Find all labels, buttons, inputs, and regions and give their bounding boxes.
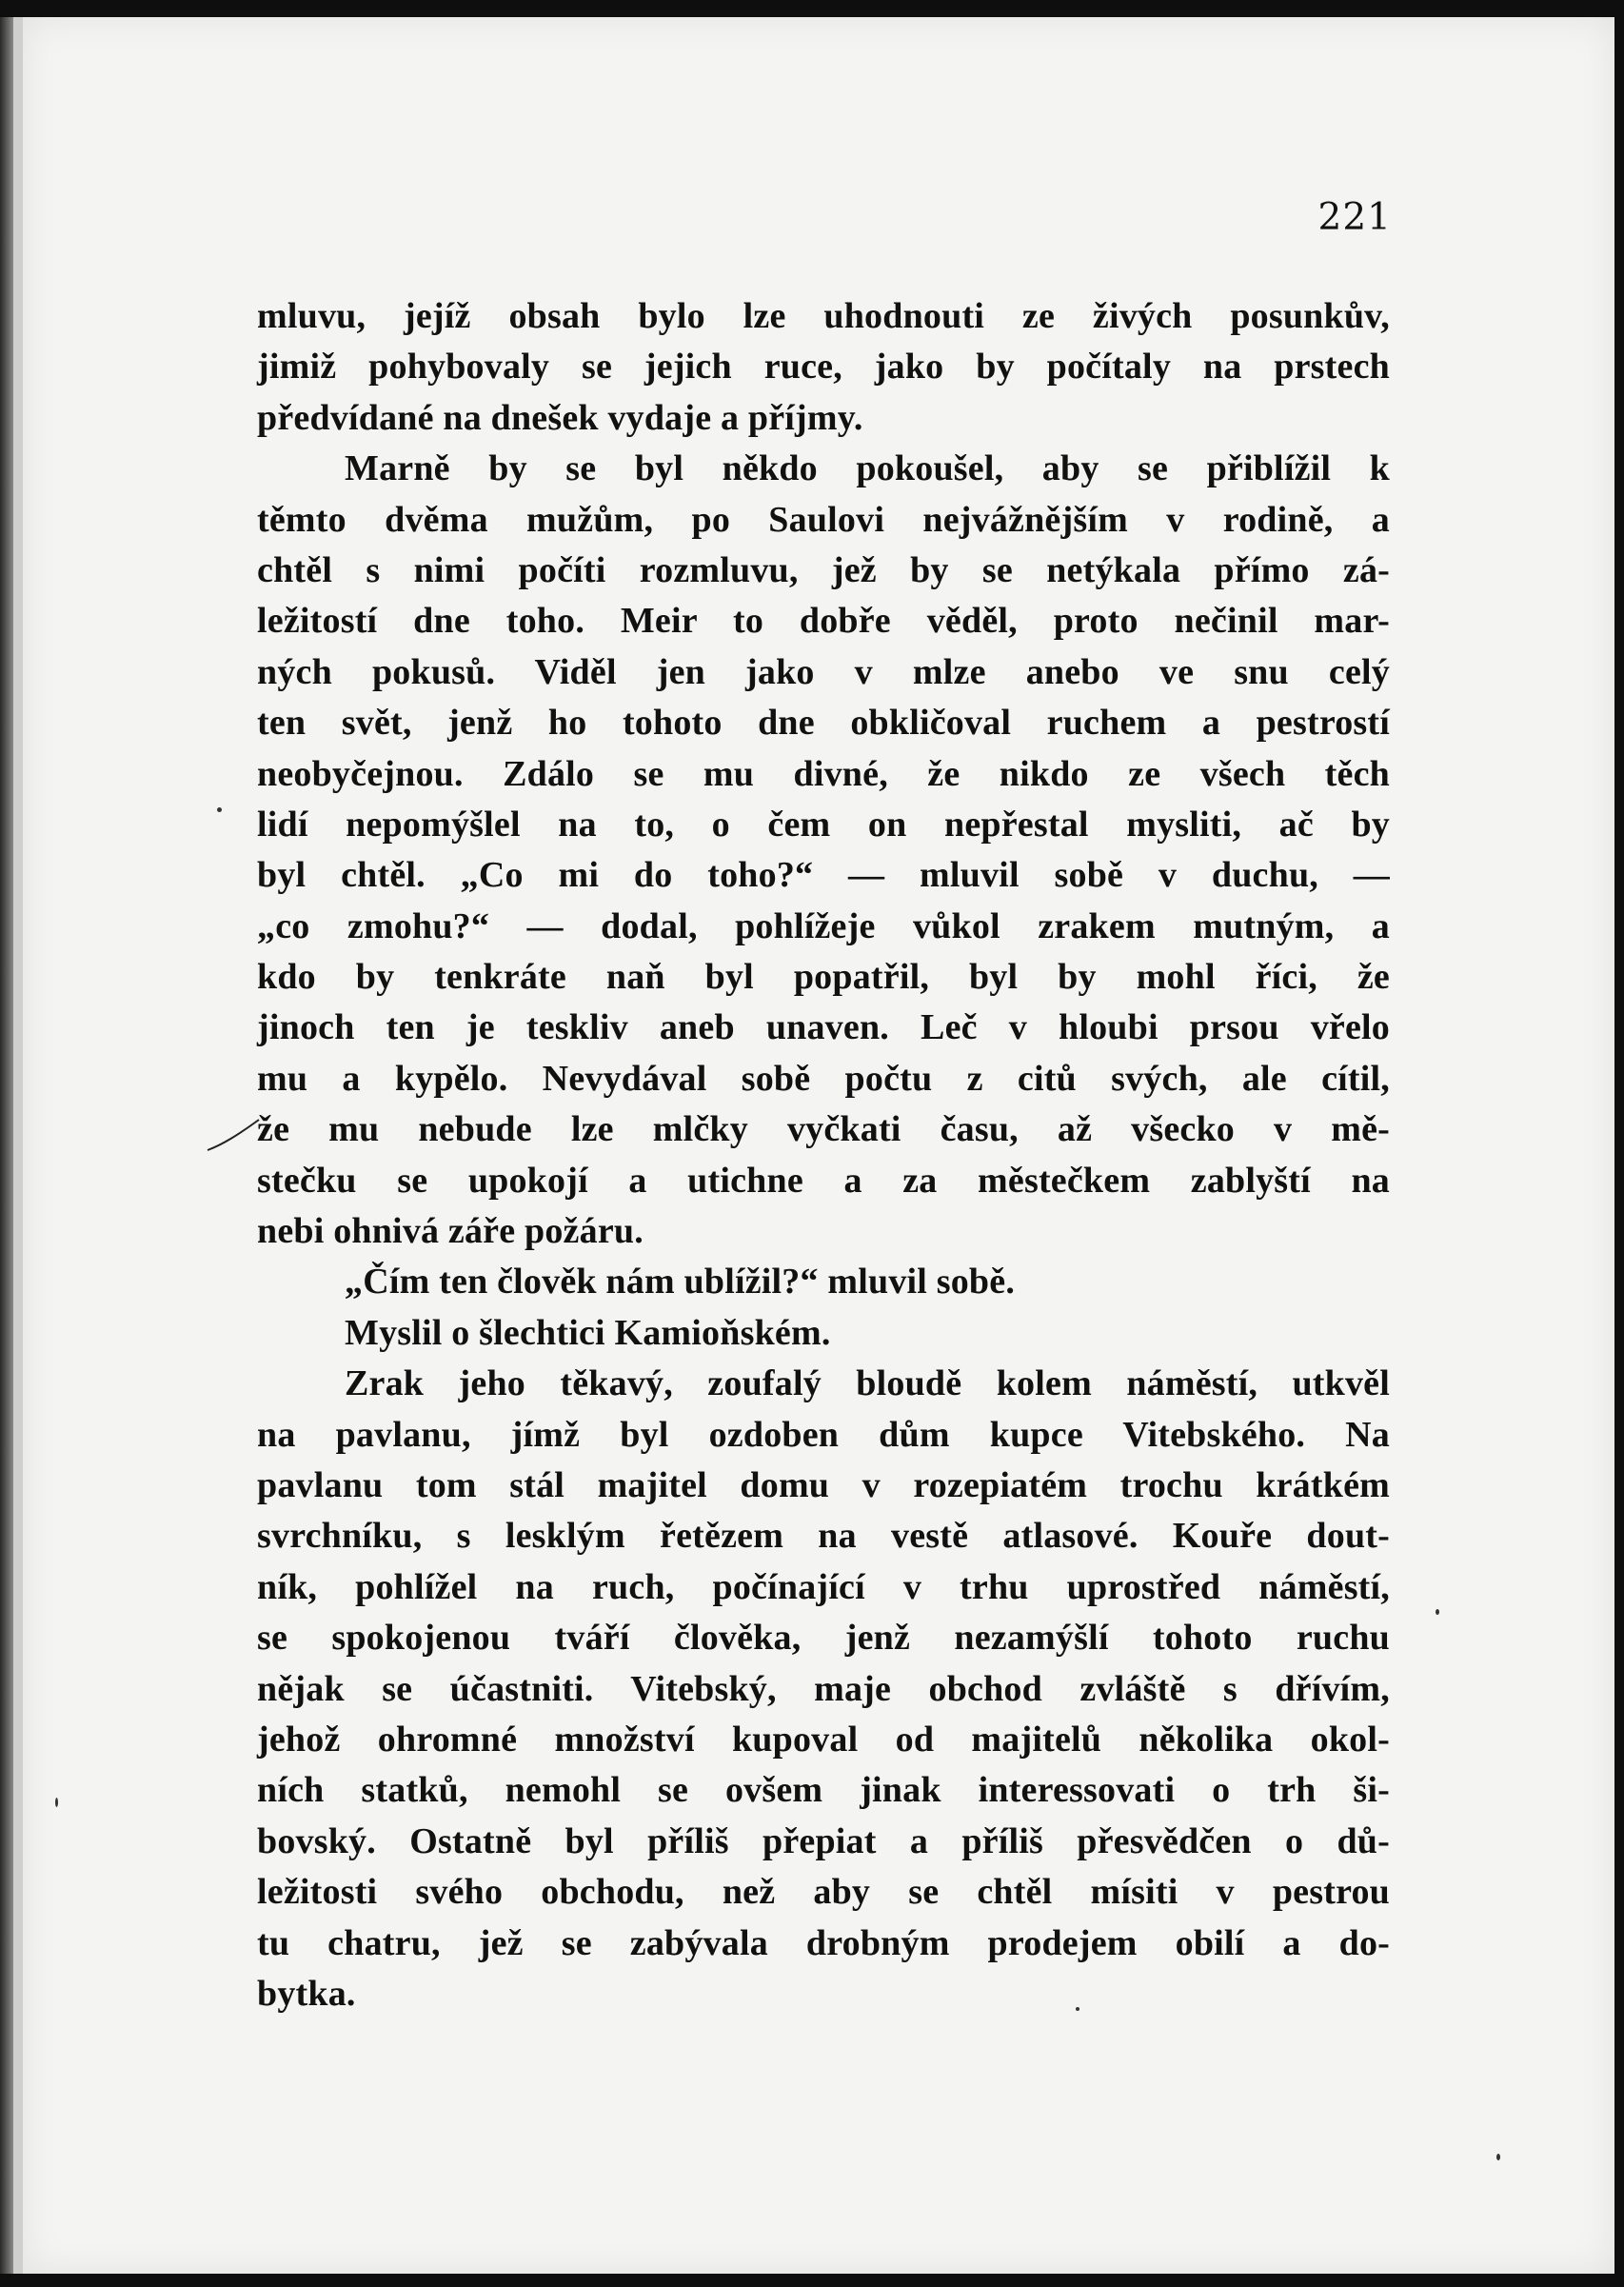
text-line: ten svět, jenž ho tohoto dne obkličoval ruchem a pestrostí bbox=[257, 703, 1390, 744]
text-line: ležitostí dne toho. Meir to dobře věděl, proto nečinil mar- bbox=[257, 601, 1390, 642]
text-line: kdo by tenkráte naň byl popatřil, byl by mohl říci, že bbox=[257, 957, 1390, 998]
text-line: mu a kypělo. Nevydával sobě počtu z citů svých, ale cítil, bbox=[257, 1058, 1390, 1099]
text-line: že mu nebude lze mlčky vyčkati času, až všecko v mě- bbox=[257, 1109, 1390, 1150]
text-line: pavlanu tom stál majitel domu v rozepiatém trochu krátkém bbox=[257, 1464, 1390, 1505]
text-line: Marně by se byl někdo pokoušel, aby se přiblížil k bbox=[345, 448, 1390, 489]
text-line: lidí nepomýšlel na to, o čem on nepřestal mysliti, ač by bbox=[257, 804, 1390, 845]
text-line: mluvu, jejíž obsah bylo lze uhodnouti ze živých posunkův, bbox=[257, 296, 1390, 336]
text-line: ních statků, nemohl se ovšem jinak interessovati o trh ši- bbox=[257, 1770, 1390, 1811]
text-line: jinoch ten je teskliv aneb unaven. Leč v hloubi prsou vřelo bbox=[257, 1007, 1390, 1048]
text-line: stečku se upokojí a utichne a za městečkem zablyští na bbox=[257, 1160, 1390, 1201]
paper-speck bbox=[1496, 2154, 1500, 2160]
paper-speck bbox=[1076, 2007, 1079, 2011]
text-line: se spokojenou tváří člověka, jenž nezamýšlí tohoto ruchu bbox=[257, 1618, 1390, 1659]
body-text bbox=[257, 291, 1390, 2019]
page-left-edge bbox=[0, 17, 13, 2274]
text-line: na pavlanu, jímž byl ozdoben dům kupce Vitebského. Na bbox=[257, 1414, 1390, 1455]
text-line: ležitosti svého obchodu, než aby se chtěl mísiti v pestrou bbox=[257, 1872, 1390, 1913]
text-line: Myslil o šlechtici Kamioňském. bbox=[345, 1312, 831, 1353]
text-line: tu chatru, jež se zabývala drobným prodejem obilí a do- bbox=[257, 1922, 1390, 1963]
page-number: 221 bbox=[1317, 196, 1392, 239]
text-line: bovský. Ostatně byl příliš přepiat a příliš přesvědčen o dů- bbox=[257, 1820, 1390, 1861]
text-line: ník, pohlížel na ruch, počínající v trhu uprostřed náměstí, bbox=[257, 1566, 1390, 1607]
text-line: nebi ohnivá záře požáru. bbox=[257, 1211, 644, 1252]
text-line: jehož ohromné množství kupoval od majitelů několika okol- bbox=[257, 1719, 1390, 1760]
text-line: chtěl s nimi počíti rozmluvu, jež by se netýkala přímo zá- bbox=[257, 549, 1390, 590]
text-line: „Čím ten člověk nám ublížil?“ mluvil sobě. bbox=[345, 1262, 1016, 1303]
paper-speck bbox=[1436, 1609, 1439, 1615]
text-line: Zrak jeho těkavý, zoufalý bloudě kolem náměstí, utkvěl bbox=[345, 1363, 1390, 1404]
text-line: byl chtěl. „Co mi do toho?“ — mluvil sobě v duchu, — bbox=[257, 855, 1390, 896]
paper-speck bbox=[217, 807, 222, 812]
text-line: nějak se účastniti. Vitebský, maje obchod zvláště s dřívím, bbox=[257, 1668, 1390, 1709]
text-line: bytka. bbox=[257, 1973, 356, 2014]
text-line: neobyčejnou. Zdálo se mu divné, že nikdo ze všech těch bbox=[257, 753, 1390, 794]
pencil-margin-mark bbox=[206, 1116, 263, 1154]
text-line: těmto dvěma mužům, po Saulovi nejvážnějším v rodině, a bbox=[257, 499, 1390, 540]
text-line: svrchníku, s lesklým řetězem na vestě atlasové. Kouře dout- bbox=[257, 1516, 1390, 1557]
paper-speck bbox=[55, 1798, 58, 1807]
text-line: jimiž pohybovaly se jejich ruce, jako by počítaly na prstech bbox=[257, 347, 1390, 388]
text-line: „co zmohu?“ — dodal, pohlížeje vůkol zrakem mutným, a bbox=[257, 905, 1390, 946]
text-line: ných pokusů. Viděl jen jako v mlze anebo ve snu celý bbox=[257, 651, 1390, 692]
text-line: předvídané na dnešek vydaje a příjmy. bbox=[257, 397, 863, 438]
